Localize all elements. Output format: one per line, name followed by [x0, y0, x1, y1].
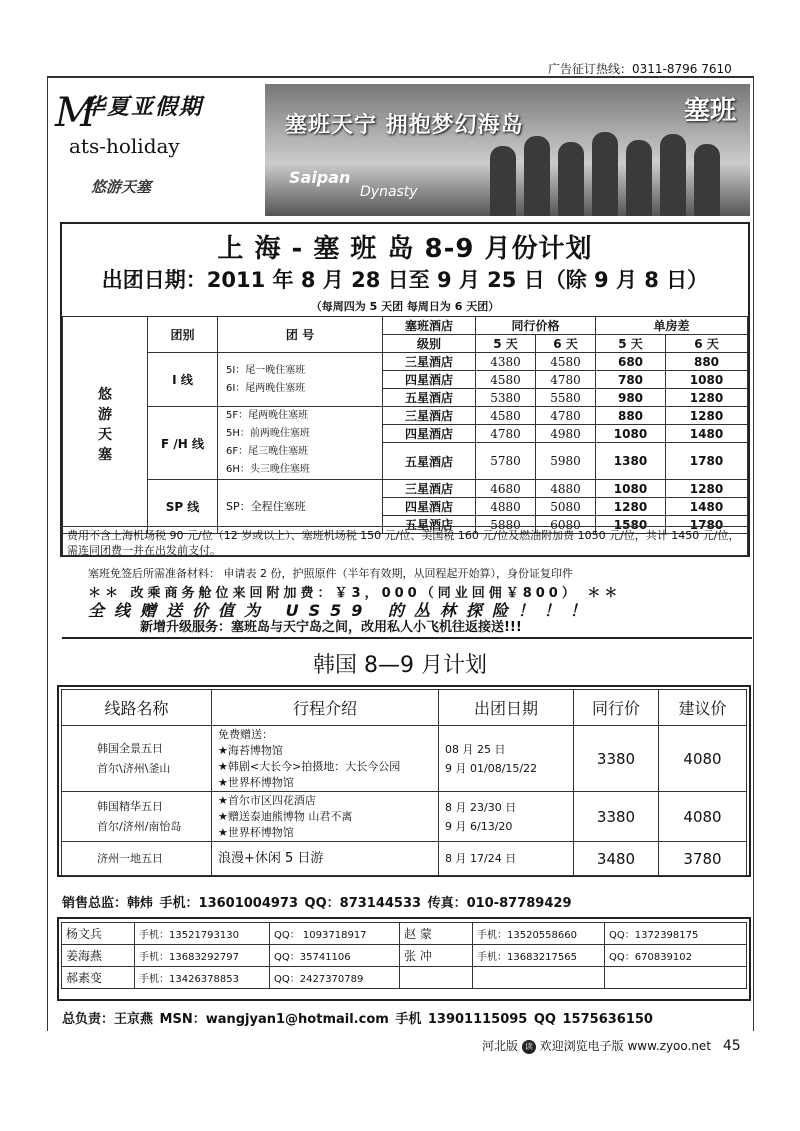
single-5d: 880	[596, 407, 666, 425]
tour-code: SP：全程住塞班	[226, 499, 306, 513]
date-line: 9 月 6/13/20	[445, 819, 513, 833]
page-footer	[482, 1037, 741, 1054]
single-5d: 980	[596, 389, 666, 407]
section-divider	[62, 637, 752, 639]
single-6d: 1480	[666, 425, 748, 443]
single-5d: 1080	[596, 480, 666, 498]
single-6d: 1480	[666, 498, 748, 516]
itin-line: ★首尔市区四花酒店	[218, 793, 316, 807]
read-badge-icon: 读	[522, 1040, 536, 1054]
price-6d: 4880	[536, 480, 596, 498]
hotel-level: 三星酒店	[383, 480, 476, 498]
tour-codes	[218, 353, 383, 407]
contact-phone: 手机：13520558660	[473, 923, 605, 945]
visa-note: 塞班免签后所需准备材料： 申请表 2 份，护照原件（半年有效期，从回程起开始算），身份证复印件	[88, 567, 573, 580]
sales-head: 销售总监：韩炜 手机：13601004973 QQ：873144533 传真：010-87789429	[62, 896, 572, 911]
itin-line: 免费赠送：	[218, 727, 273, 741]
price-6d: 4980	[536, 425, 596, 443]
price-6d: 5580	[536, 389, 596, 407]
korea-suggest-price: 4080	[659, 792, 747, 842]
group-name: F /H 线	[148, 407, 218, 480]
korea-peer-price: 3380	[574, 726, 659, 792]
th-peer-price: 同行价格	[476, 317, 596, 335]
contact-qq: QQ： 1093718917	[270, 923, 400, 945]
single-6d: 1780	[666, 516, 748, 534]
top-rule	[47, 76, 754, 78]
korea-dates	[439, 842, 574, 876]
itin-line: 浪漫+休闲 5 日游	[218, 850, 324, 866]
th-single-supp: 单房差	[596, 317, 748, 335]
price-6d: 4580	[536, 353, 596, 371]
single-5d: 680	[596, 353, 666, 371]
footer-edition: 河北版	[482, 1039, 519, 1053]
single-5d: 780	[596, 371, 666, 389]
date-line: 8 月 17/24 日	[445, 852, 517, 865]
gift-line: 全线赠送价值为 US59 的丛林探险！！！	[88, 601, 596, 620]
new-service: 新增升级服务：塞班岛与天宁岛之间，改用私人小飞机往返接送!!!	[140, 620, 522, 635]
hotel-level: 四星酒店	[383, 371, 476, 389]
single-5d: 1580	[596, 516, 666, 534]
contact-phone: 手机：13426378853	[135, 967, 270, 989]
contact-qq	[605, 967, 747, 989]
cabin-upgrade: ＊＊ 改乘商务舱位来回附加费：￥3，000（同业回佣￥800） ＊＊	[88, 586, 622, 601]
single-6d: 880	[666, 353, 748, 371]
banner-saipan: Saipan	[289, 168, 351, 187]
contact-phone: 手机：13683217565	[473, 945, 605, 967]
itin-line: ★世界杯博物馆	[218, 775, 294, 789]
price-5d: 4780	[476, 425, 536, 443]
brand-label: 悠游天塞	[98, 387, 112, 463]
price-5d: 4680	[476, 480, 536, 498]
korea-th: 线路名称	[62, 690, 212, 726]
fee-note: 费用不含上海机场税 90 元/位（12 岁或以上）、塞班机场税 150 元/位、美国税 160 元/位及燃油附加费 1050 元/位，共计 1450 元/位，需连同团费一并在出发前支付。	[62, 526, 748, 556]
korea-th: 建议价	[659, 690, 747, 726]
contact-qq: QQ：35741106	[270, 945, 400, 967]
hotel-level: 四星酒店	[383, 425, 476, 443]
th-group: 团别	[148, 317, 218, 353]
contact-phone	[473, 967, 605, 989]
saipan-price-table	[62, 316, 748, 534]
korea-itinerary	[212, 842, 439, 876]
korea-route	[62, 842, 212, 876]
contact-name: 姜海燕	[62, 945, 135, 967]
single-5d: 1380	[596, 443, 666, 480]
korea-table	[61, 689, 747, 876]
single-5d: 1080	[596, 425, 666, 443]
contact-phone: 手机：13521793130	[135, 923, 270, 945]
date-line: 9 月 01/08/15/22	[445, 761, 538, 775]
korea-suggest-price: 3780	[659, 842, 747, 876]
single-6d: 1080	[666, 371, 748, 389]
contact-name: 赵 蒙	[400, 923, 473, 945]
price-6d: 4780	[536, 371, 596, 389]
saipan-schedule-note: （每周四为 5 天团 每周日为 6 天团）	[310, 300, 500, 313]
hotel-level: 五星酒店	[383, 516, 476, 534]
contact-qq: QQ：1372398175	[605, 923, 747, 945]
banner-title: 塞班天宁 拥抱梦幻海岛	[285, 113, 524, 138]
korea-title: 韩国 8—9 月计划	[313, 653, 487, 678]
brand-cell	[63, 317, 148, 534]
hotel-level: 四星酒店	[383, 498, 476, 516]
th-level: 级别	[383, 335, 476, 353]
korea-dates	[439, 726, 574, 792]
contact-table	[61, 922, 747, 989]
single-5d: 1280	[596, 498, 666, 516]
contact-phone: 手机：13683292797	[135, 945, 270, 967]
hotel-level: 三星酒店	[383, 407, 476, 425]
tour-code: 6H：头三晚住塞班	[226, 464, 310, 475]
price-6d: 6080	[536, 516, 596, 534]
korea-peer-price: 3380	[574, 792, 659, 842]
th-s6: 6 天	[666, 335, 748, 353]
footer-welcome: 欢迎浏览电子版 www.zyoo.net	[539, 1039, 712, 1053]
route-line: 首尔/济州/南怡岛	[97, 819, 182, 833]
banner-image	[265, 84, 750, 216]
logo-cn: 华夏亚假期	[83, 95, 204, 120]
saipan-title: 上 海 - 塞 班 岛 8-9 月份计划	[217, 234, 593, 264]
contact-qq: QQ：2427370789	[270, 967, 400, 989]
route-line: 韩国精华五日	[97, 799, 163, 813]
price-6d: 4780	[536, 407, 596, 425]
tour-codes	[218, 407, 383, 480]
tour-code: 6F：尾三晚住塞班	[226, 446, 309, 457]
ad-hotline: 广告征订热线：0311-8796 7610	[548, 62, 732, 76]
th-p5: 5 天	[476, 335, 536, 353]
single-6d: 1280	[666, 407, 748, 425]
itin-line: ★海苔博物馆	[218, 743, 283, 757]
route-line: 济州一地五日	[97, 851, 163, 865]
th-hotel: 塞班酒店	[383, 317, 476, 335]
th-group-no: 团 号	[218, 317, 383, 353]
korea-itinerary	[212, 726, 439, 792]
route-line: 首尔\济州\釜山	[97, 761, 171, 775]
group-name: SP 线	[148, 480, 218, 534]
hotel-level: 三星酒店	[383, 353, 476, 371]
logo	[55, 84, 260, 214]
itin-line: ★赠送泰迪熊博物 山君不离	[218, 809, 353, 823]
banner-dynasty: Dynasty	[360, 184, 418, 200]
date-line: 8 月 23/30 日	[445, 800, 517, 814]
logo-en: ats-holiday	[69, 134, 180, 158]
hotel-level: 五星酒店	[383, 443, 476, 480]
korea-th: 行程介绍	[212, 690, 439, 726]
itin-line: ★世界杯博物馆	[218, 825, 294, 839]
korea-suggest-price: 4080	[659, 726, 747, 792]
saipan-dates: 出团日期：2011 年 8 月 28 日至 9 月 25 日（除 9 月 8 日）	[101, 268, 709, 292]
korea-peer-price: 3480	[574, 842, 659, 876]
price-5d: 5780	[476, 443, 536, 480]
dancers-illustration	[490, 126, 730, 216]
route-line: 韩国全景五日	[97, 741, 163, 755]
price-5d: 4580	[476, 371, 536, 389]
korea-route	[62, 792, 212, 842]
price-5d: 4380	[476, 353, 536, 371]
contact-name: 郝素变	[62, 967, 135, 989]
korea-th: 出团日期	[439, 690, 574, 726]
contact-qq: QQ：670839102	[605, 945, 747, 967]
single-6d: 1780	[666, 443, 748, 480]
page-number: 45	[722, 1038, 741, 1054]
korea-dates	[439, 792, 574, 842]
banner-right-word: 塞班	[683, 96, 736, 126]
logo-mark-icon: M	[55, 90, 96, 136]
single-6d: 1280	[666, 480, 748, 498]
contact-name: 杨文兵	[62, 923, 135, 945]
tour-code: 5F：尾两晚住塞班	[226, 410, 309, 421]
itin-line: ★韩剧<大长今>拍摄地：大长今公园	[218, 759, 401, 773]
th-p6: 6 天	[536, 335, 596, 353]
korea-th: 同行价	[574, 690, 659, 726]
price-5d: 5380	[476, 389, 536, 407]
group-name: I 线	[148, 353, 218, 407]
tour-code: 6I：尾两晚住塞班	[226, 382, 306, 394]
chief-contact: 总负责：王京燕 MSN：wangjyan1@hotmail.com 手机 13901115095 QQ 1575636150	[62, 1012, 653, 1027]
price-5d: 5880	[476, 516, 536, 534]
logo-sub: 悠游天塞	[91, 178, 152, 196]
price-5d: 4880	[476, 498, 536, 516]
tour-code: 5H：前两晚住塞班	[226, 428, 310, 439]
price-5d: 4580	[476, 407, 536, 425]
korea-itinerary	[212, 792, 439, 842]
date-line: 08 月 25 日	[445, 742, 506, 756]
price-6d: 5980	[536, 443, 596, 480]
tour-code: 5I：尾一晚住塞班	[226, 364, 306, 376]
price-6d: 5080	[536, 498, 596, 516]
contact-name	[400, 967, 473, 989]
contact-name: 张 冲	[400, 945, 473, 967]
korea-route	[62, 726, 212, 792]
th-s5: 5 天	[596, 335, 666, 353]
single-6d: 1280	[666, 389, 748, 407]
hotel-level: 五星酒店	[383, 389, 476, 407]
